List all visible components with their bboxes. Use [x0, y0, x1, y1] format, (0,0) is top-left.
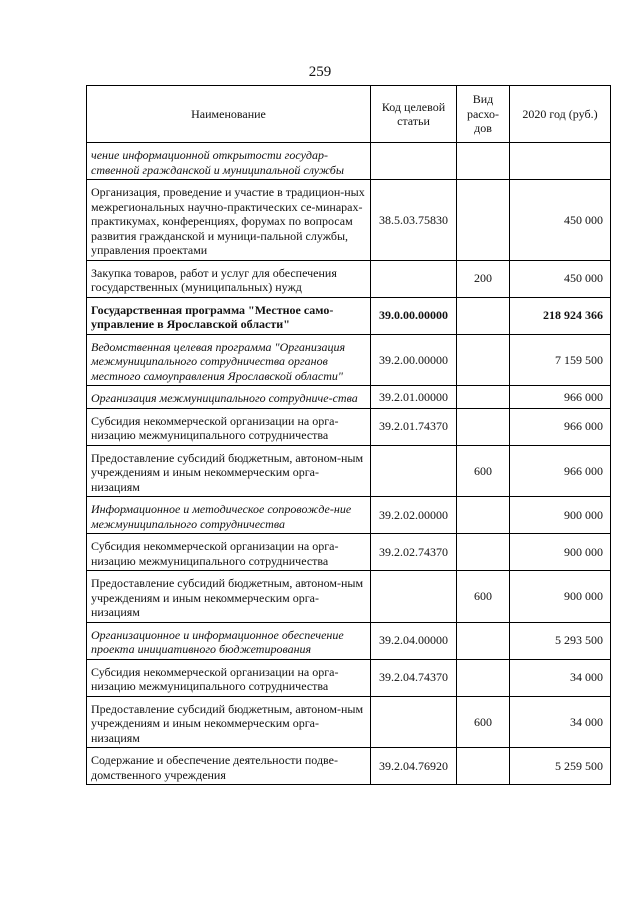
row-name: Организация межмуниципального сотрудниче-ства — [87, 386, 371, 409]
row-code: 39.0.00.00000 — [371, 297, 457, 334]
row-code — [371, 260, 457, 297]
row-code: 39.2.00.00000 — [371, 334, 457, 386]
row-name: Информационное и методическое сопровожде-ние межмуниципального сотрудничества — [87, 497, 371, 534]
row-amount: 900 000 — [510, 571, 611, 623]
table-row — [87, 696, 611, 748]
table-header-row — [87, 86, 611, 143]
row-code: 39.2.01.00000 — [371, 386, 457, 409]
row-amount — [510, 143, 611, 180]
row-code — [371, 696, 457, 748]
row-kind: 600 — [457, 571, 510, 623]
row-name: Субсидия некоммерческой организации на орга-низацию межмуниципального сотрудничества — [87, 659, 371, 696]
row-name: Субсидия некоммерческой организации на орга-низацию межмуниципального сотрудничества — [87, 408, 371, 445]
row-name: Содержание и обеспечение деятельности подве-домственного учреждения — [87, 748, 371, 785]
row-amount: 966 000 — [510, 408, 611, 445]
budget-table — [86, 85, 611, 785]
row-kind: 600 — [457, 445, 510, 497]
row-name: Предоставление субсидий бюджетным, автоном-ным учреждениям и иным некоммерческим орга-низациям — [87, 445, 371, 497]
row-amount: 900 000 — [510, 497, 611, 534]
row-kind — [457, 408, 510, 445]
row-name: Закупка товаров, работ и услуг для обеспечения государственных (муниципальных) нужд — [87, 260, 371, 297]
row-kind: 200 — [457, 260, 510, 297]
header-name: Наименование — [87, 86, 371, 143]
row-code — [371, 445, 457, 497]
page-number: 259 — [308, 64, 332, 80]
row-amount: 450 000 — [510, 260, 611, 297]
row-code: 39.2.04.74370 — [371, 659, 457, 696]
row-amount: 450 000 — [510, 180, 611, 261]
table-row — [87, 497, 611, 534]
row-code: 39.2.04.00000 — [371, 622, 457, 659]
table-row — [87, 386, 611, 409]
row-amount: 218 924 366 — [510, 297, 611, 334]
row-name: Организация, проведение и участие в традицион-ных межрегиональных научно-практических се-минарах-практикумах, конференциях, форумах по вопросам развития гражданской и муници-пальной службы, управления проектами — [87, 180, 371, 261]
table-row — [87, 260, 611, 297]
header-amount: 2020 год (руб.) — [510, 86, 611, 143]
row-amount: 34 000 — [510, 659, 611, 696]
row-code: 38.5.03.75830 — [371, 180, 457, 261]
table-row — [87, 180, 611, 261]
header-code: Код целевой статьи — [371, 86, 457, 143]
row-code — [371, 143, 457, 180]
row-name: Ведомственная целевая программа "Организация межмуниципального сотрудничества органов местного самоуправления Ярославской области" — [87, 334, 371, 386]
table-row — [87, 622, 611, 659]
table-row — [87, 534, 611, 571]
table-row — [87, 408, 611, 445]
row-kind — [457, 659, 510, 696]
row-amount: 34 000 — [510, 696, 611, 748]
row-amount: 966 000 — [510, 386, 611, 409]
row-kind — [457, 534, 510, 571]
row-code: 39.2.04.76920 — [371, 748, 457, 785]
table-row — [87, 143, 611, 180]
table-row — [87, 659, 611, 696]
row-kind — [457, 334, 510, 386]
table-row — [87, 297, 611, 334]
row-amount: 900 000 — [510, 534, 611, 571]
row-kind — [457, 497, 510, 534]
row-code: 39.2.01.74370 — [371, 408, 457, 445]
row-code: 39.2.02.00000 — [371, 497, 457, 534]
row-name: Государственная программа "Местное само-управление в Ярославской области" — [87, 297, 371, 334]
row-kind — [457, 386, 510, 409]
row-kind — [457, 748, 510, 785]
row-kind — [457, 297, 510, 334]
row-code — [371, 571, 457, 623]
table-row — [87, 748, 611, 785]
table-row — [87, 334, 611, 386]
row-amount: 7 159 500 — [510, 334, 611, 386]
row-name: Предоставление субсидий бюджетным, автоном-ным учреждениям и иным некоммерческим орга-низациям — [87, 571, 371, 623]
row-amount: 5 259 500 — [510, 748, 611, 785]
row-kind — [457, 180, 510, 261]
row-name: Организационное и информационное обеспечение проекта инициативного бюджетирования — [87, 622, 371, 659]
row-amount: 5 293 500 — [510, 622, 611, 659]
row-kind — [457, 622, 510, 659]
row-code: 39.2.02.74370 — [371, 534, 457, 571]
header-kind: Вид расхо-дов — [457, 86, 510, 143]
row-kind — [457, 143, 510, 180]
row-amount: 966 000 — [510, 445, 611, 497]
row-name: чение информационной открытости государ-ственной гражданской и муниципальной службы — [87, 143, 371, 180]
row-kind: 600 — [457, 696, 510, 748]
table-row — [87, 571, 611, 623]
row-name: Субсидия некоммерческой организации на орга-низацию межмуниципального сотрудничества — [87, 534, 371, 571]
row-name: Предоставление субсидий бюджетным, автоном-ным учреждениям и иным некоммерческим орга-низациям — [87, 696, 371, 748]
table-row — [87, 445, 611, 497]
